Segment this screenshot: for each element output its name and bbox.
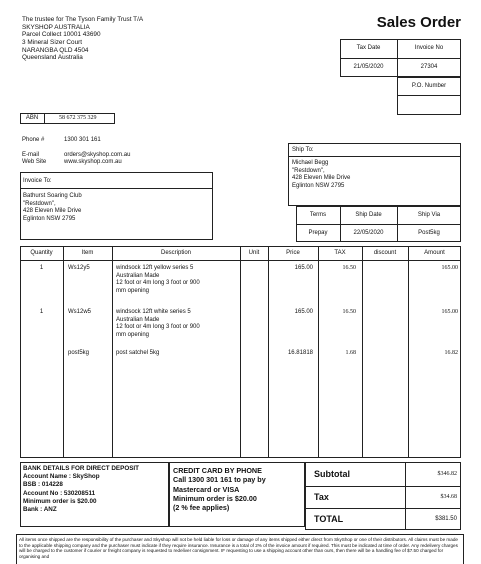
row-amount: 16.82 (444, 350, 458, 356)
tax-date-label: Tax Date (356, 45, 381, 51)
company-line: The trustee for The Tyson Family Trust T/A (22, 16, 144, 23)
row-amount: 165.00 (441, 265, 458, 271)
website-label: Web Site (22, 159, 47, 165)
phone-value: 1300 301 161 (64, 137, 101, 143)
website-value[interactable]: www.skyshop.com.au (64, 159, 122, 165)
row-price: 165.00 (294, 309, 313, 315)
invoice-to-line: Bathurst Soaring Club (23, 193, 82, 199)
invoice-to-line: Eglinton NSW 2795 (23, 215, 76, 222)
bank-details-line: Minimum order is $20.00 (23, 497, 97, 505)
column-header-price: Price (286, 250, 300, 256)
credit-card-line: Minimum order is $20.00 (173, 494, 257, 504)
column-header-discount: discount (373, 250, 397, 256)
column-header-amount: Amount (424, 250, 445, 256)
bank-details-line: BSB : 014228 (23, 481, 63, 489)
po-number-label: P.O. Number (411, 83, 447, 89)
ship-to-label: Ship To: (292, 147, 314, 153)
bank-details-panel (23, 465, 139, 514)
invoice-to-line: "Restdown", (23, 200, 56, 207)
bank-details-line: Bank : ANZ (23, 505, 57, 513)
row-quantity: 1 (39, 265, 44, 271)
invoice-to-label: Invoice To: (23, 178, 52, 184)
company-line: Parcel Collect 10001 43690 (22, 31, 101, 39)
column-header-unit: Unit (248, 250, 260, 256)
row-description: windsock 12ft yellow series 5 Australian Made 12 foot or 4m long 3 foot or 900 mm opening (116, 265, 200, 294)
credit-card-line: (2 % fee applies) (173, 503, 230, 513)
terms-value: Prepay (308, 230, 328, 236)
ship-date-value: 22/05/2020 (353, 230, 384, 236)
footer-note: All items once shipped are the responsibility of the purchaser and Skyshop will not be held liable for loss or damage of any items shipped either direct from SkyShop or one of their distributors. All claims must be made to the applicable shipping company and the purchaser must indicate if they require insurance. Insurance is a total of 2% of the invoice amount if required. This must be indicated at time of order. Any redelivery charges will be charged to the customer if courier or freight company is requested to redeliver consignment. IF requesting to use a shipping account other than ours, then there will be a handling fee of $7.50 charged for organising and (19, 537, 458, 560)
row-item: post5kg (68, 350, 90, 356)
subtotal-value: $346.82 (437, 471, 457, 477)
ship-via-label: Ship Via (417, 212, 441, 218)
row-quantity: 1 (39, 309, 44, 315)
ship-to-line: Michael Begg (292, 160, 329, 166)
ship-to-line: "Restdown", (292, 167, 325, 174)
invoice-no-label: Invoice No (414, 45, 444, 51)
column-header-quantity: Quantity (30, 250, 53, 256)
phone-label: Phone # (22, 137, 45, 143)
ship-to-address (292, 160, 350, 190)
company-block (22, 16, 222, 62)
abn-label: ABN (25, 115, 39, 121)
row-price: 16.81818 (287, 350, 313, 356)
row-tax: 16.50 (342, 265, 356, 271)
terms-label: Terms (309, 212, 327, 218)
row-description: windsock 12ft white series 5 Australian Made 12 foot or 4m long 3 foot or 900 mm opening (116, 309, 200, 338)
ship-date-label: Ship Date (355, 212, 382, 218)
row-tax: 16.50 (342, 309, 356, 315)
email-label: E-mail (22, 152, 40, 158)
abn-value: 58 672 375 329 (59, 115, 97, 121)
credit-card-title: CREDIT CARD BY PHONE (173, 466, 262, 475)
ship-via-value: Post5kg (418, 230, 440, 236)
email-value[interactable]: orders@skyshop.com.au (64, 152, 131, 158)
company-line: SKYSHOP AUSTRALIA (22, 23, 90, 31)
company-line: Queensland Australia (22, 54, 83, 62)
column-header-item: Item (81, 250, 94, 256)
company-line: NARANGBA QLD 4504 (22, 46, 89, 54)
tax-total-label: Tax (314, 492, 329, 502)
bank-details-title: BANK DETAILS FOR DIRECT DEPOSIT (23, 465, 140, 472)
grand-total-value: $381.50 (435, 516, 457, 522)
ship-to-line: 428 Eleven Mile Drive (292, 175, 351, 181)
tax-total-value: $34.68 (440, 494, 457, 500)
ship-to-line: Eglinton NSW 2795 (292, 182, 345, 189)
credit-card-panel (173, 466, 266, 513)
bank-details-line: Account Name : SkyShop (23, 473, 100, 481)
document-title: Sales Order (376, 14, 461, 31)
tax-date-value: 21/05/2020 (353, 64, 384, 70)
credit-card-line: Mastercard or VISA (173, 484, 240, 494)
subtotal-label: Subtotal (314, 469, 350, 479)
credit-card-line: Call 1300 301 161 to pay by (173, 475, 266, 485)
company-line: 3 Mineral Sizer Court (22, 39, 83, 47)
row-item: Ws12w5 (68, 309, 92, 315)
invoice-no-value: 27304 (420, 64, 438, 70)
column-header-tax: TAX (334, 250, 346, 256)
row-tax: 1.68 (345, 350, 356, 356)
column-header-description: Description (160, 250, 191, 256)
invoice-to-line: 428 Eleven Mile Drive (23, 208, 82, 214)
bank-details-line: Account No : 530208511 (23, 489, 96, 497)
row-price: 165.00 (294, 265, 313, 271)
invoice-to-address (23, 193, 82, 223)
row-description: post satchel 5kg (116, 350, 160, 356)
grand-total-label: TOTAL (314, 514, 344, 524)
row-amount: 165.00 (441, 309, 458, 315)
row-item: Ws12y5 (68, 265, 90, 271)
